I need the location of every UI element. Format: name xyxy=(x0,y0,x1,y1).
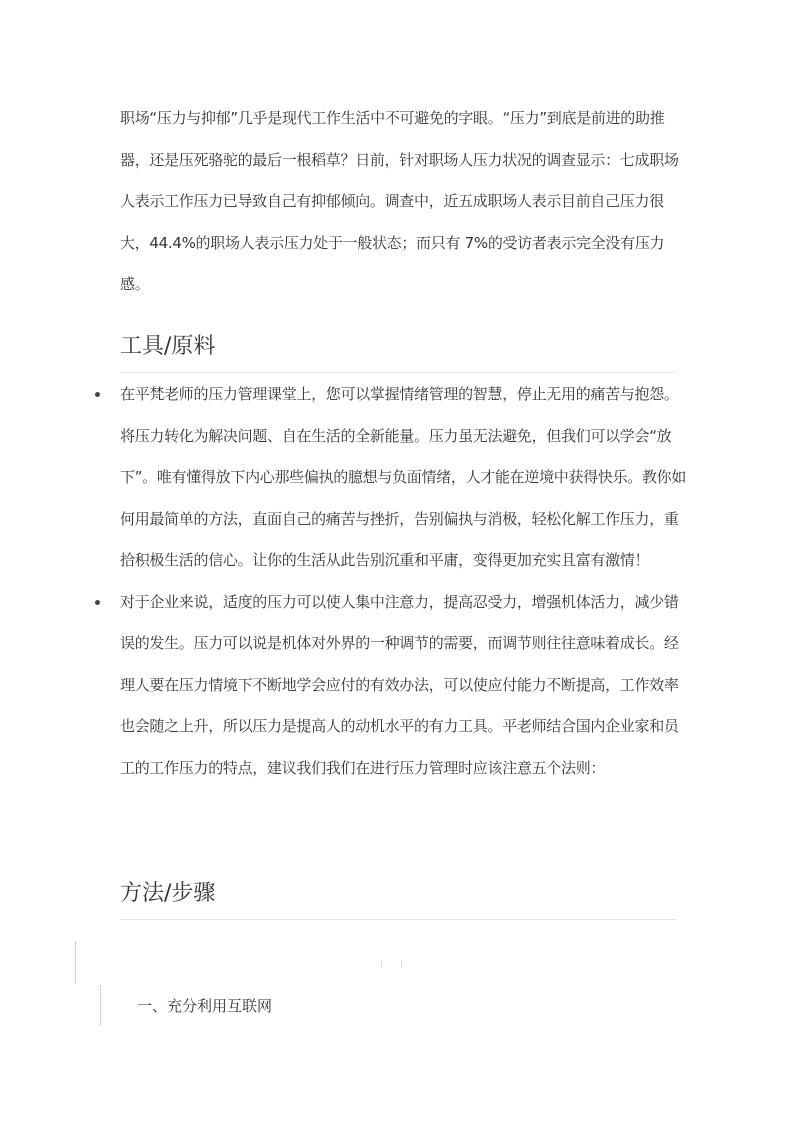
tools-list xyxy=(120,374,690,789)
list-item xyxy=(120,582,690,790)
list-item xyxy=(120,374,690,582)
dotted-divider xyxy=(100,985,101,1025)
faint-marks xyxy=(379,959,409,971)
tools-heading: 工具/原料 xyxy=(120,330,676,373)
list-item-text: 在平梵老师的压力管理课堂上，您可以掌握情绪管理的智慧，停止无用的痛苦与抱怨。将压力转化为解决问题、自在生活的全新能量。压力虽无法避免，但我们可以学会“放下”。唯有懂得放下内心那些偏执的臆想与负面情绪，人才能在逆境中获得快乐。教你如何用最简单的方法，直面自己的痛苦与挫折，告别偏执与消极，轻松化解工作压力，重拾积极生活的信心。让你的生活从此告别沉重和平庸，变得更加充实且富有激情！ xyxy=(120,385,687,569)
list-item-text: 对于企业来说，适度的压力可以使人集中注意力，提高忍受力，增强机体活力，减少错误的发生。压力可以说是机体对外界的一种调节的需要，而调节则往往意味着成长。经理人要在压力情境下不断地学会应付的有效办法，可以使应付能力不断提高，工作效率也会随之上升，所以压力是提高人的动机水平的有力工具。平老师结合国内企业家和员工的工作压力的特点，建议我们我们在进行压力管理时应该注意五个法则： xyxy=(120,592,679,777)
step-one-title: 一、充分利用互联网 xyxy=(137,997,273,1015)
intro-paragraph: 职场“压力与抑郁”几乎是现代工作生活中不可避免的字眼。“压力”到底是前进的助推器，还是压死骆驼的最后一根稻草？日前，针对职场人压力状况的调查显示：七成职场人表示工作压力已导致自己有抑郁倾向。调查中，近五成职场人表示目前自己压力很大，44.4%的职场人表示压力处于一般状态；而只有 7%的受访者表示完全没有压力感。 xyxy=(120,109,679,293)
bullet-icon xyxy=(95,600,100,605)
steps-heading: 方法/步骤 xyxy=(120,877,676,920)
dotted-divider xyxy=(75,942,76,984)
bullet-icon xyxy=(95,392,100,397)
